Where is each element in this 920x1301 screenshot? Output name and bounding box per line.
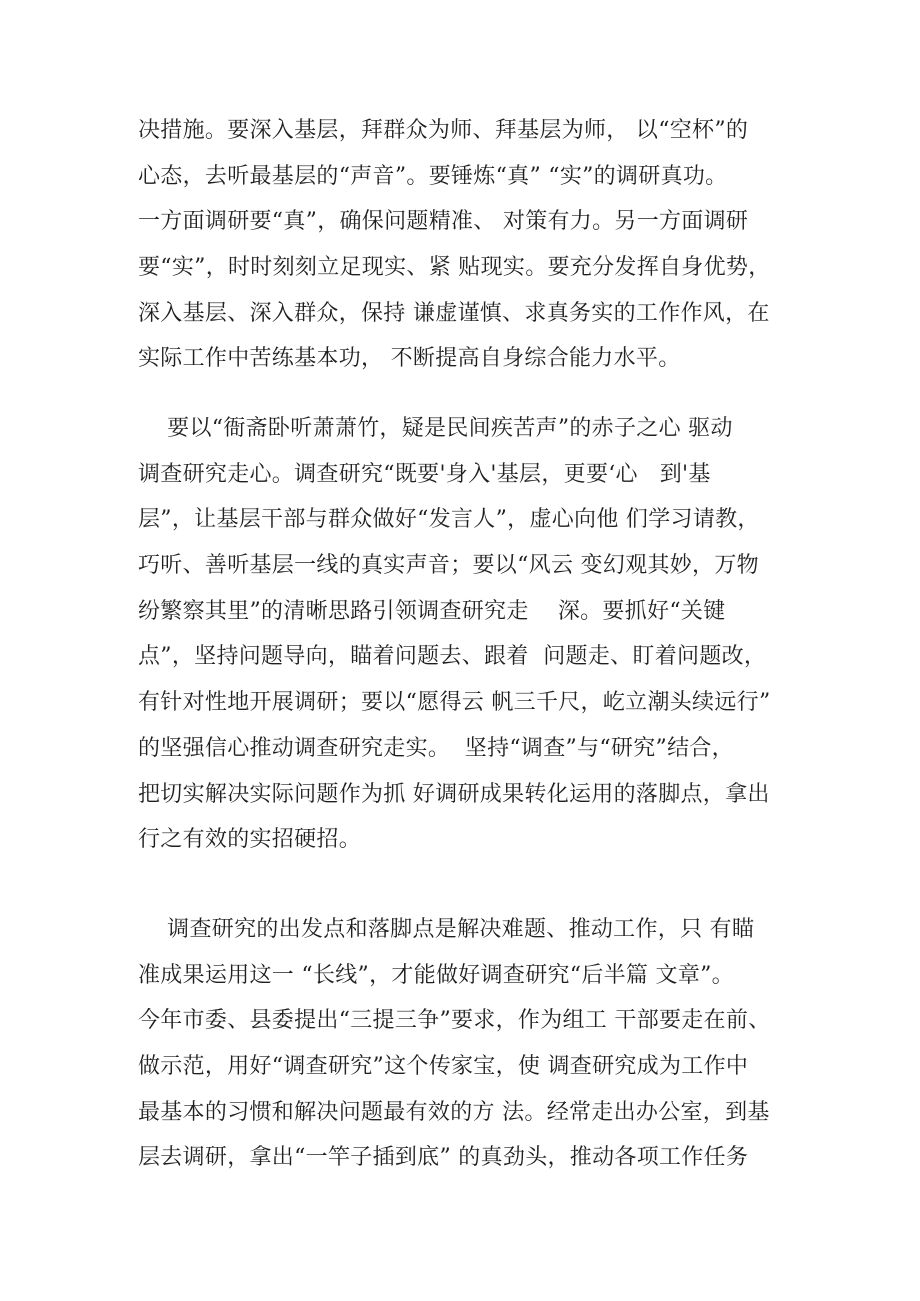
- paragraph-2: [138, 406, 818, 863]
- text-line: 准成果运用这一 “长线”，才能做好调查研究“后半篇 文章”。: [138, 962, 734, 988]
- text-line: 把切实解决实际问题作为抓 好调研成果转化运用的落脚点，拿出: [138, 781, 770, 807]
- text-line: 巧听、善听基层一线的真实声音；要以“风云 变幻观其妙，万物: [138, 553, 759, 579]
- text-line: 最基本的习惯和解决问题最有效的方 法。经常走出办公室，到基: [138, 1099, 770, 1125]
- paragraph-1: [138, 108, 818, 382]
- text-line: 纷繁察其里”的清晰思路引领调查研究走 深。要抓好“关键: [138, 598, 726, 624]
- paragraph-3: [138, 907, 818, 1181]
- text-line: 深入基层、深入群众，保持 谦虚谨慎、求真务实的工作作风，在: [138, 300, 770, 326]
- text-line: 行之有效的实招硬招。: [138, 827, 362, 853]
- text-line: 一方面调研要“真”，确保问题精准、 对策有力。另一方面调研: [138, 209, 749, 235]
- text-line: 调查研究的出发点和落脚点是解决难题、推动工作，只 有瞄: [138, 917, 755, 942]
- text-line: 实际工作中苦练基本功， 不断提高自身综合能力水平。: [138, 346, 681, 372]
- text-line: 决措施。要深入基层，拜群众为师、拜基层为师， 以“空杯”的: [138, 118, 749, 143]
- text-line: 层”，让基层干部与群众做好“发言人”，虚心向他 们学习请教，: [138, 507, 760, 533]
- text-line: 要以“衙斋卧听萧萧竹，疑是民间疾苦声”的赤子之心 驱动: [138, 416, 733, 441]
- text-line: 调查研究走心。调查研究“既要'身入'基层，更要‘心 到'基: [138, 461, 711, 487]
- text-line: 要“实”，时时刻刻立足现实、紧 贴现实。要充分发挥自身优势，: [138, 255, 771, 281]
- text-line: 点”，坚持问题导向，瞄着问题去、跟着 问题走、盯着问题改，: [138, 644, 767, 670]
- text-line: 今年市委、县委提出“三提三争”要求，作为组工 干部要走在前、: [138, 1008, 771, 1034]
- text-line: 做示范，用好“调查研究”这个传家宝，使 调查研究成为工作中: [138, 1054, 749, 1080]
- text-line: 心态，去听最基层的“声音”。要锤炼“真” “实”的调研真功。: [138, 163, 728, 189]
- text-line: 的坚强信心推动调查研究走实。 坚持“调查”与“研究”结合，: [138, 735, 734, 761]
- text-line: 层去调研，拿出“一竿子插到底” 的真劲头，推动各项工作任务: [138, 1145, 749, 1171]
- text-line: 有针对性地开展调研；要以“愿得云 帆三千尺，屹立潮头续远行”: [138, 690, 771, 716]
